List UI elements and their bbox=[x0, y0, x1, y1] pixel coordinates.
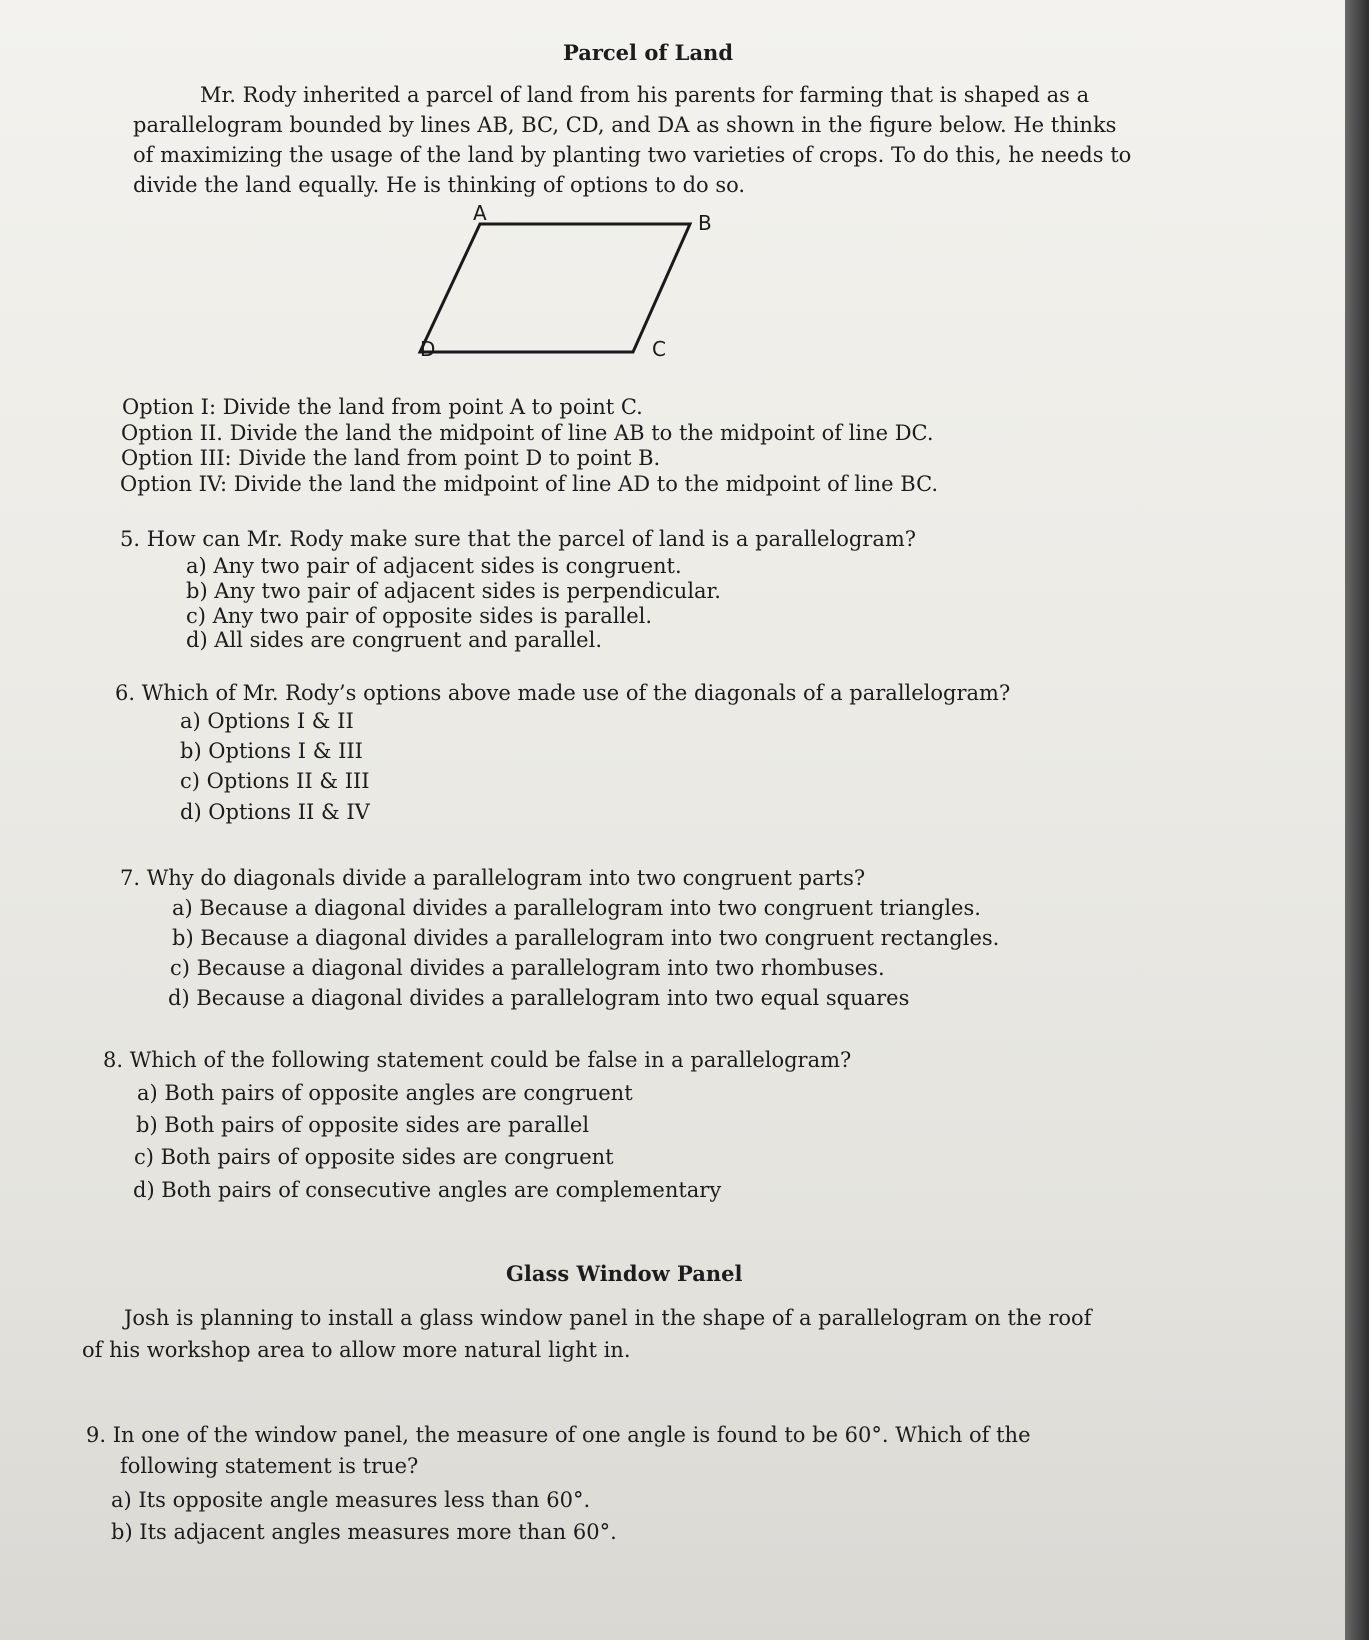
q9-choice-a: a) Its opposite angle measures less than 60°. bbox=[111, 1488, 591, 1512]
q6-choice-a: a) Options I & II bbox=[180, 709, 354, 733]
q6-choice-d: d) Options II & IV bbox=[180, 800, 370, 824]
intro-line-3: of maximizing the usage of the land by planting two varieties of crops. To do this, he needs to bbox=[133, 143, 1132, 167]
question-6: 6. Which of Mr. Rody’s options above made use of the diagonals of a parallelogram? bbox=[115, 681, 1011, 705]
q8-choice-c: c) Both pairs of opposite sides are congruent bbox=[134, 1145, 614, 1169]
option-4: Option IV: Divide the land the midpoint of line AD to the midpoint of line BC. bbox=[120, 472, 939, 496]
question-8: 8. Which of the following statement could be false in a parallelogram? bbox=[103, 1048, 852, 1072]
section-title-window: Glass Window Panel bbox=[506, 1261, 743, 1286]
intro-line-4: divide the land equally. He is thinking of options to do so. bbox=[133, 173, 746, 197]
vertex-label-a: A bbox=[473, 201, 487, 225]
vertex-label-b: B bbox=[698, 211, 712, 235]
q7-choice-a: a) Because a diagonal divides a parallelogram into two congruent triangles. bbox=[172, 896, 981, 920]
option-2: Option II. Divide the land the midpoint of line AB to the midpoint of line DC. bbox=[121, 421, 934, 445]
q7-choice-b: b) Because a diagonal divides a parallelogram into two congruent rectangles. bbox=[172, 926, 1000, 950]
q8-choice-d: d) Both pairs of consecutive angles are complementary bbox=[133, 1178, 722, 1202]
q8-choice-a: a) Both pairs of opposite angles are congruent bbox=[137, 1081, 633, 1105]
section2-intro-line-2: of his workshop area to allow more natural light in. bbox=[82, 1338, 631, 1362]
q5-choice-c: c) Any two pair of opposite sides is parallel. bbox=[186, 604, 653, 628]
section2-intro-line-1: Josh is planning to install a glass window panel in the shape of a parallelogram on the roof bbox=[124, 1306, 1092, 1330]
page-edge-shadow bbox=[1345, 0, 1369, 1640]
intro-line-2: parallelogram bounded by lines AB, BC, CD, and DA as shown in the figure below. He thinks bbox=[133, 113, 1117, 137]
q5-choice-a: a) Any two pair of adjacent sides is congruent. bbox=[186, 554, 682, 578]
question-9-line-2: following statement is true? bbox=[120, 1454, 419, 1478]
vertex-label-c: C bbox=[652, 337, 666, 361]
q9-choice-b: b) Its adjacent angles measures more than 60°. bbox=[111, 1520, 617, 1544]
q7-choice-d: d) Because a diagonal divides a parallelogram into two equal squares bbox=[168, 986, 910, 1010]
intro-line-1: Mr. Rody inherited a parcel of land from his parents for farming that is shaped as a bbox=[200, 83, 1090, 107]
option-1: Option I: Divide the land from point A to point C. bbox=[122, 395, 643, 419]
q6-choice-c: c) Options II & III bbox=[180, 769, 370, 793]
q7-choice-c: c) Because a diagonal divides a parallelogram into two rhombuses. bbox=[170, 956, 885, 980]
q6-choice-b: b) Options I & III bbox=[180, 739, 363, 763]
option-3: Option III: Divide the land from point D to point B. bbox=[121, 446, 661, 470]
vertex-label-d: D bbox=[420, 337, 436, 361]
parallelogram-figure bbox=[400, 200, 730, 370]
question-5: 5. How can Mr. Rody make sure that the parcel of land is a parallelogram? bbox=[120, 527, 917, 551]
question-7: 7. Why do diagonals divide a parallelogram into two congruent parts? bbox=[120, 866, 866, 890]
section-title-parcel: Parcel of Land bbox=[563, 40, 734, 65]
parallelogram-shape bbox=[420, 224, 690, 352]
question-9: 9. In one of the window panel, the measure of one angle is found to be 60°. Which of the bbox=[86, 1423, 1031, 1447]
q5-choice-d: d) All sides are congruent and parallel. bbox=[186, 628, 603, 652]
q5-choice-b: b) Any two pair of adjacent sides is perpendicular. bbox=[186, 579, 721, 603]
q8-choice-b: b) Both pairs of opposite sides are parallel bbox=[136, 1113, 590, 1137]
